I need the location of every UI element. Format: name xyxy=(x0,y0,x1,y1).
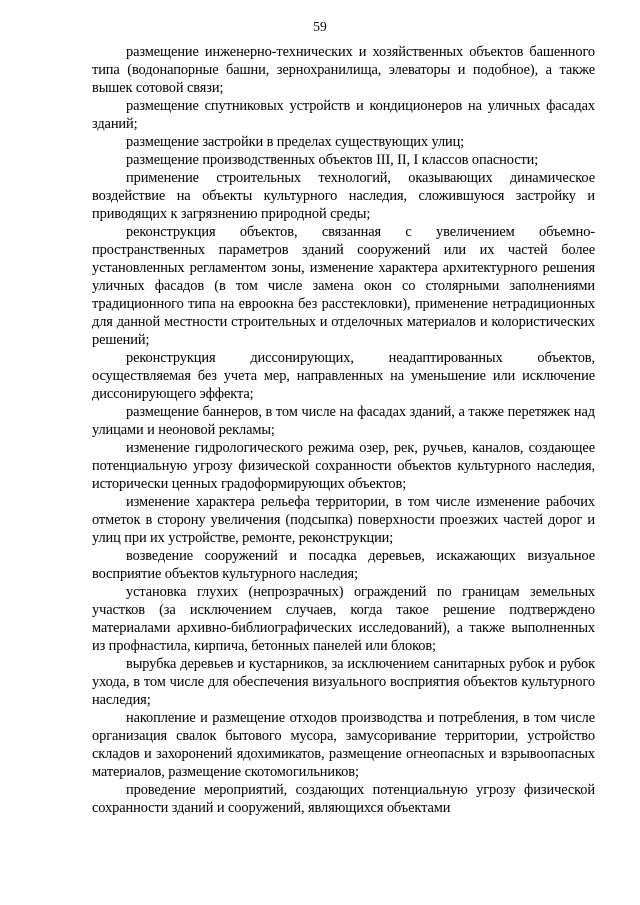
paragraph-6: реконструкция объектов, связанная с увеличением объемно-пространственных параметров зданий сооружений или их частей более установленных регламентом зоны, изменение характера архитектурного решения уличных фасадов (в том числе замена окон со столярными заполнениями традиционного типа на евроокна без расстекловки), применение нетрадиционных для данной местности строительных и отделочных материалов и колористических решений; xyxy=(92,224,595,348)
paragraph-2: размещение спутниковых устройств и кондиционеров на уличных фасадах зданий; xyxy=(92,98,595,132)
paragraph-3: размещение застройки в пределах существующих улиц; xyxy=(126,134,465,150)
paragraph-13: вырубка деревьев и кустарников, за исключением санитарных рубок и рубок ухода, в том числе для обеспечения визуального восприятия объектов культурного наследия; xyxy=(92,656,595,708)
paragraph-1: размещение инженерно-технических и хозяйственных объектов башенного типа (водонапорные башни, зернохранилища, элеваторы и подобное), а также вышек сотовой связи; xyxy=(92,44,595,96)
paragraph-7: реконструкция диссонирующих, неадаптированных объектов, осуществляемая без учета мер, направленных на уменьшение или исключение диссонирующего эффекта; xyxy=(92,350,595,402)
paragraph-11: возведение сооружений и посадка деревьев, искажающих визуальное восприятие объектов культурного наследия; xyxy=(92,548,595,582)
paragraph-4: размещение производственных объектов III, II, I классов опасности; xyxy=(126,152,539,168)
paragraph-14: накопление и размещение отходов производства и потребления, в том числе организация свалок бытового мусора, замусоривание территории, устройство складов и захоронений ядохимикатов, размещение огнеопасных и взрывоопасных материалов, размещение скотомогильников; xyxy=(92,710,595,780)
paragraph-15: проведение мероприятий, создающих потенциальную угрозу физической сохранности зданий и сооружений, являющихся объектами xyxy=(92,782,595,816)
paragraph-12: установка глухих (непрозрачных) ограждений по границам земельных участков (за исключением случаев, когда такое решение подтверждено материалами архивно-библиографических исследований), а также выполненных из профнастила, кирпича, бетонных панелей или блоков; xyxy=(92,584,595,654)
paragraph-10: изменение характера рельефа территории, в том числе изменение рабочих отметок в сторону увеличения (подсыпка) поверхности проезжих частей дорог и улиц при их устройстве, ремонте, реконструкции; xyxy=(92,494,595,546)
paragraph-5: применение строительных технологий, оказывающих динамическое воздействие на объекты культурного наследия, сложившуюся застройку и приводящих к загрязнению природной среды; xyxy=(92,170,595,222)
page-number: 59 xyxy=(313,19,327,34)
paragraph-9: изменение гидрологического режима озер, рек, ручьев, каналов, создающее потенциальную угрозу физической сохранности объектов культурного наследия, исторически ценных градоформирующих объектов; xyxy=(92,440,595,492)
document-body xyxy=(92,43,595,817)
paragraph-8: размещение баннеров, в том числе на фасадах зданий, а также перетяжек над улицами и неоновой рекламы; xyxy=(92,404,595,438)
